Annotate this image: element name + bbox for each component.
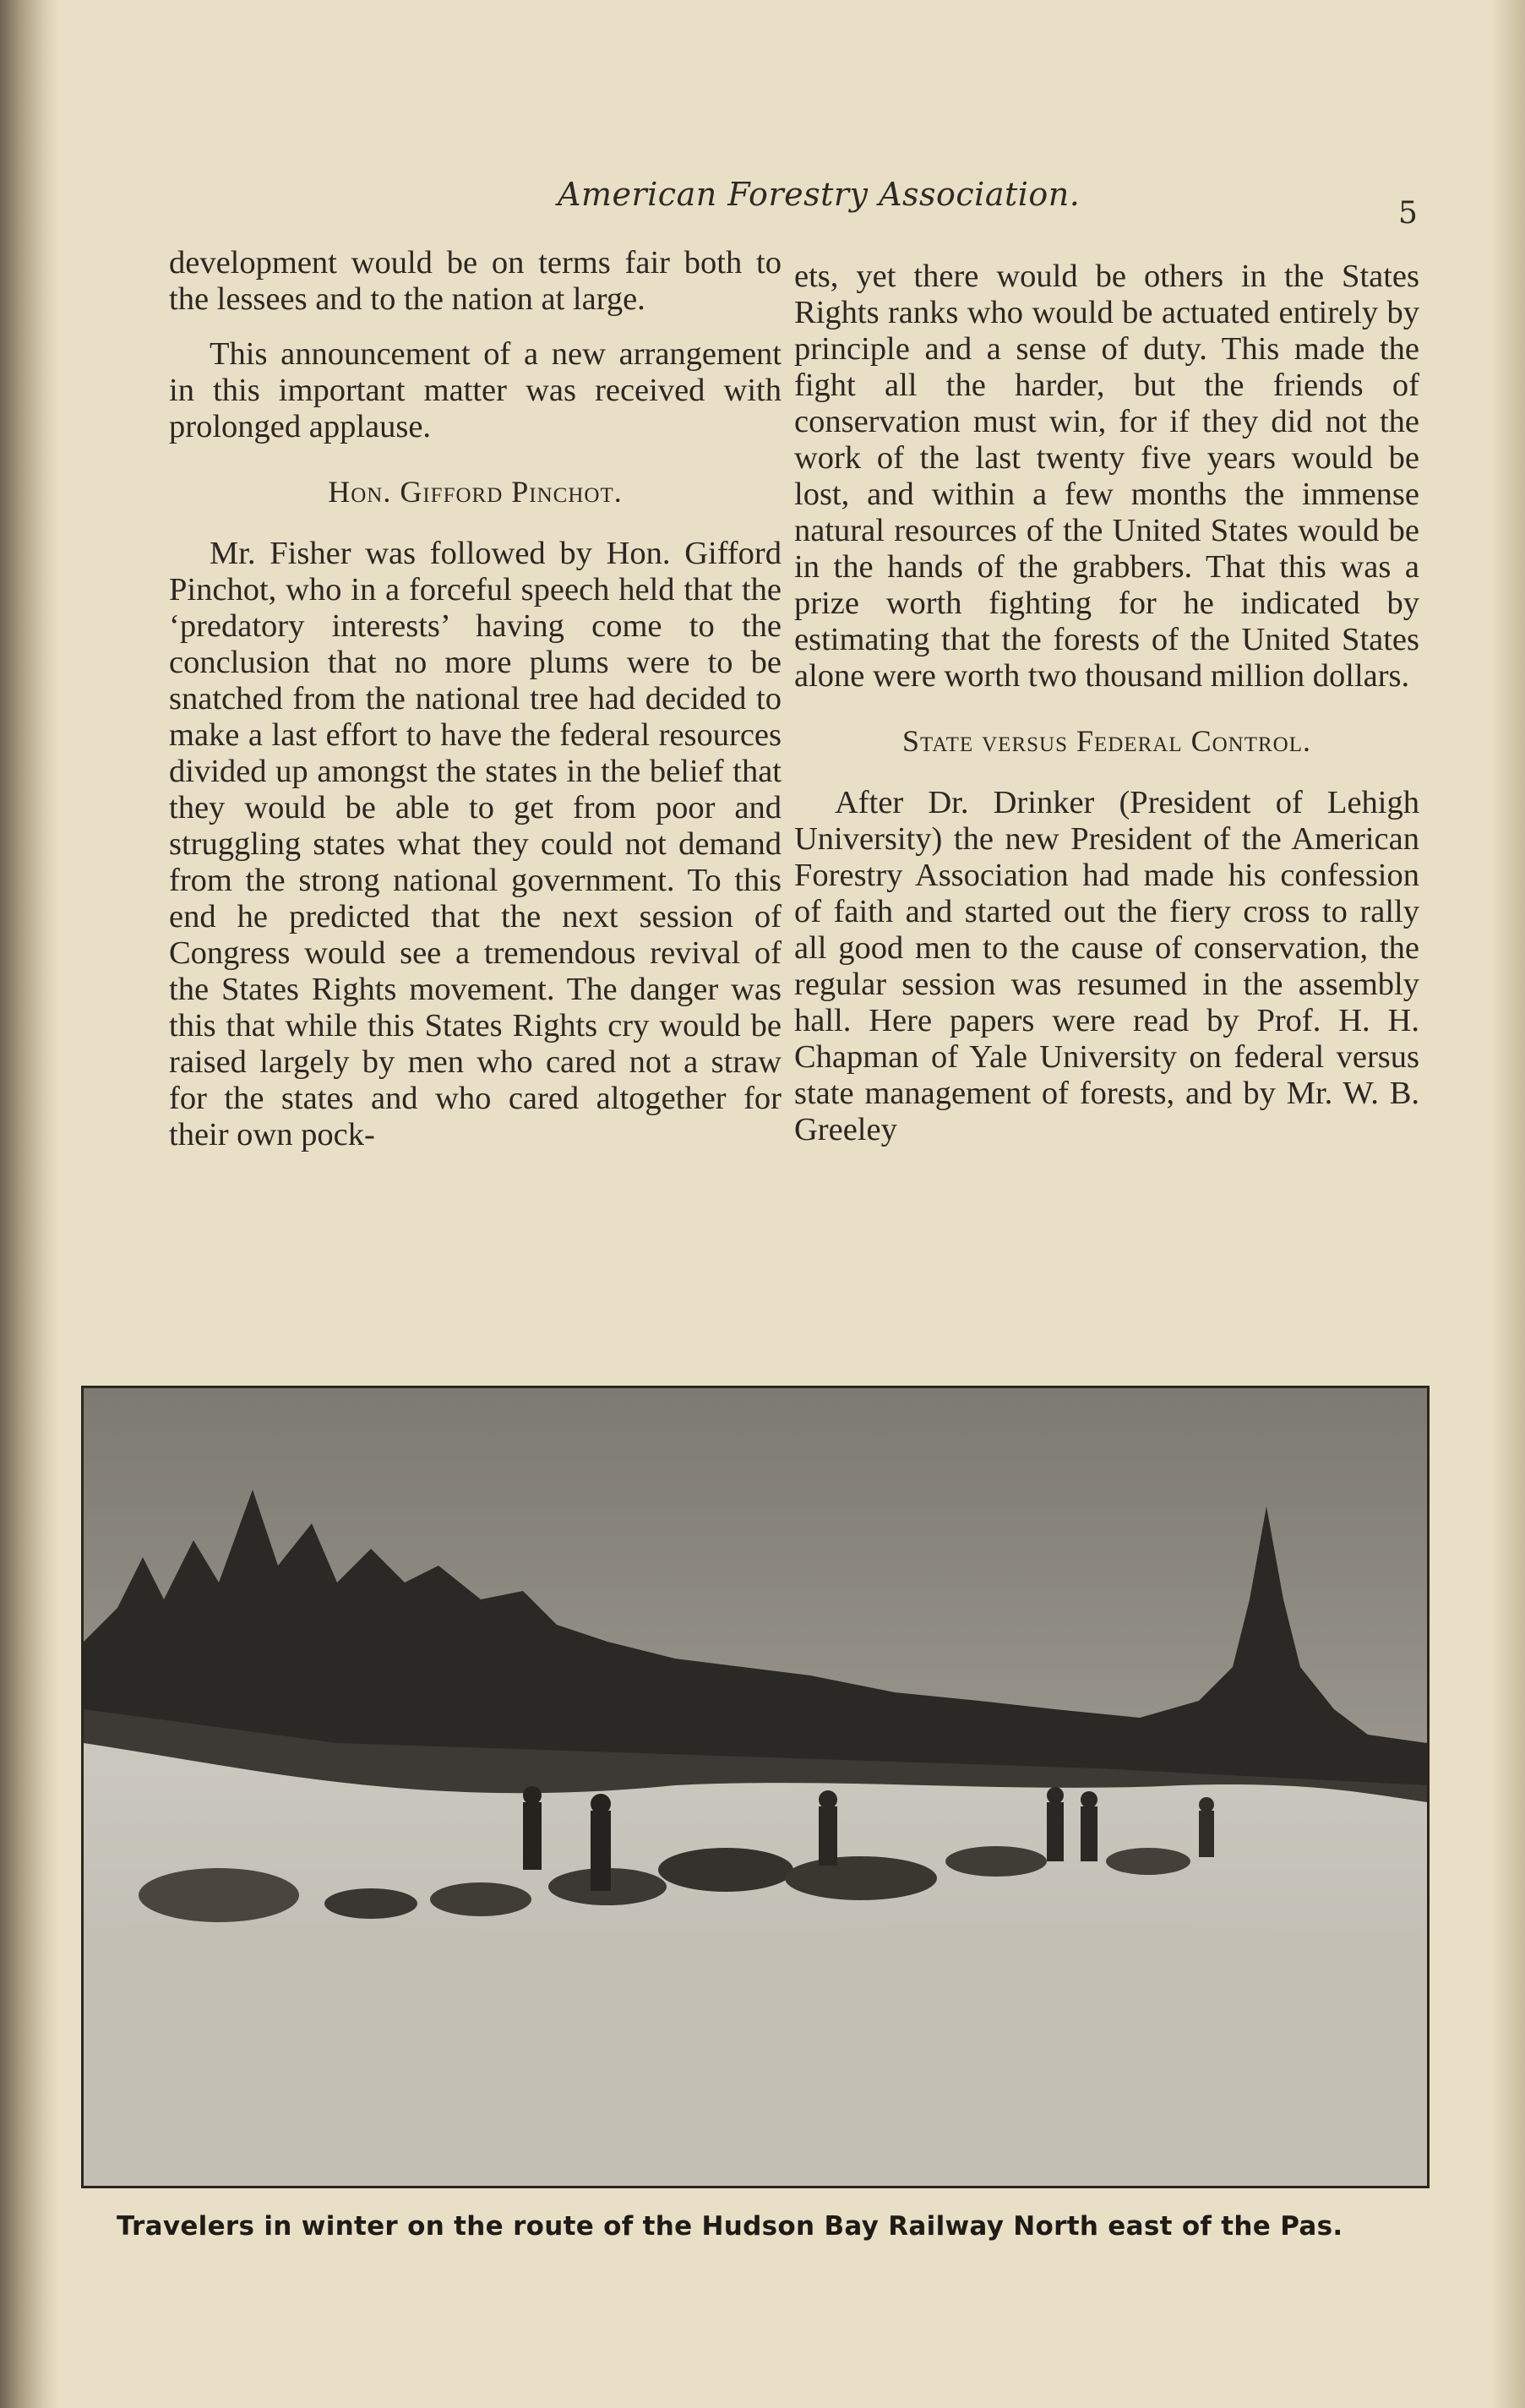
section-heading-state-federal: State versus Federal Control. [902, 724, 1311, 758]
right-paragraph-2: After Dr. Drinker (President of Lehigh University) the new President of the American Forestry Association had made his confession of faith and started out the fiery cross to rally all good men to the cause of conservation, the regular session was resumed in the assembly hall. Here papers were read by Prof. H. H. Chapman of Yale University on federal versus state management of forests, and by Mr. W. B. Greeley [794, 785, 1419, 1147]
photo-caption: Travelers in winter on the route of the Hudson Bay Railway North east of the Pas. [117, 2211, 1343, 2242]
left-paragraph-3: Mr. Fisher was followed by Hon. Gifford Pinchot, who in a forceful speech held that the ‘predatory interests’ having come to the conclusion that no more plums were to be snatched from the national tree had decided to make a last effort to have the federal resources divided up amongst the states in the belief that they would be able to get from poor and struggling states what they could not demand from the strong national government. To this end he predicted that the next session of Congress would see a tremendous revival of the States Rights movement. The danger was this that while this States Rights cry would be raised largely by men who cared not a straw for the states and who cared altogether for their own pock- [169, 536, 782, 1152]
left-column [169, 245, 782, 1153]
left-paragraph-1: development would be on terms fair both to the lessees and to the nation at large. [169, 245, 782, 317]
page-edge-shadow [1491, 0, 1525, 2408]
binding-shadow [0, 0, 59, 2408]
page-number: 5 [1398, 196, 1418, 231]
winter-travelers-photo [81, 1386, 1430, 2188]
left-paragraph-2: This announcement of a new arrangement in this important matter was received with prolonged applause. [169, 336, 782, 444]
right-paragraph-1: ets, yet there would be others in the States Rights ranks who would be actuated entirely by principle and a sense of duty. This made the fight all the harder, but the friends of conservation must win, for if they did not the work of the last twenty five years would be lost, and within a few months the immense natural resources of the United States would be in the hands of the grabbers. That this was a prize worth fighting for he indicated by estimating that the forests of the United States alone were worth two thousand million dollars. [794, 259, 1419, 694]
running-title: American Forestry Association. [558, 176, 1081, 213]
section-heading-pinchot: Hon. Gifford Pinchot. [328, 475, 623, 509]
right-column [794, 259, 1419, 1148]
